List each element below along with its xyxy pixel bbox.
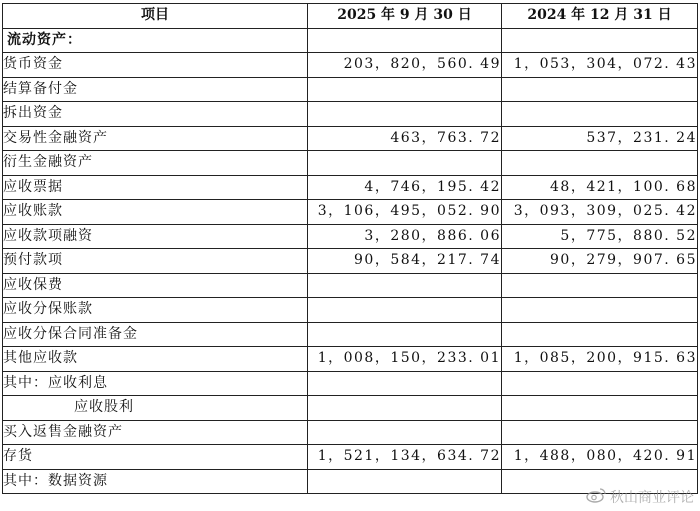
table-row [3, 469, 698, 494]
value-2025-09-30: 90，584，217. 74 [308, 249, 502, 274]
header-2025-09-30: 2025 年 9 月 30 日 [308, 4, 502, 29]
value-2025-09-30 [308, 469, 502, 494]
table-row [3, 298, 698, 323]
row-label: 应收股利 [3, 396, 308, 421]
table-row [3, 249, 698, 274]
row-label: 应收票据 [3, 175, 308, 200]
row-label: 流动资产： [3, 28, 308, 53]
table-row [3, 224, 698, 249]
value-2025-09-30: 203，820，560. 49 [308, 53, 502, 78]
row-label: 衍生金融资产 [3, 151, 308, 176]
row-label: 货币资金 [3, 53, 308, 78]
value-2025-09-30 [308, 396, 502, 421]
row-label: 应收账款 [3, 200, 308, 225]
table-row [3, 322, 698, 347]
row-label: 存货 [3, 445, 308, 470]
watermark-text: 秋山商业评论 [610, 490, 694, 506]
value-2025-09-30 [308, 151, 502, 176]
value-2025-09-30 [308, 28, 502, 53]
value-2024-12-31: 1，053，304，072. 43 [502, 53, 698, 78]
header-2024-12-31: 2024 年 12 月 31 日 [502, 4, 698, 29]
value-2025-09-30: 4，746，195. 42 [308, 175, 502, 200]
table-row [3, 53, 698, 78]
value-2024-12-31: 90，279，907. 65 [502, 249, 698, 274]
value-2025-09-30 [308, 371, 502, 396]
row-label: 其他应收款 [3, 347, 308, 372]
value-2024-12-31 [502, 420, 698, 445]
row-label: 其中：应收利息 [3, 371, 308, 396]
value-2025-09-30 [308, 102, 502, 127]
table-row [3, 420, 698, 445]
table-row [3, 347, 698, 372]
value-2025-09-30: 3，280，886. 06 [308, 224, 502, 249]
row-label: 应收分保合同准备金 [3, 322, 308, 347]
value-2025-09-30 [308, 273, 502, 298]
value-2024-12-31: 5，775，880. 52 [502, 224, 698, 249]
table-row [3, 371, 698, 396]
value-2024-12-31: 48，421，100. 68 [502, 175, 698, 200]
value-2025-09-30 [308, 77, 502, 102]
table-row [3, 126, 698, 151]
table-row [3, 102, 698, 127]
value-2024-12-31 [502, 102, 698, 127]
value-2024-12-31: 1，085，200，915. 63 [502, 347, 698, 372]
table-row [3, 273, 698, 298]
value-2024-12-31 [502, 273, 698, 298]
table-row [3, 200, 698, 225]
row-label: 应收分保账款 [3, 298, 308, 323]
balance-sheet-table [2, 3, 698, 494]
value-2024-12-31 [502, 151, 698, 176]
row-label: 应收保费 [3, 273, 308, 298]
row-label: 应收款项融资 [3, 224, 308, 249]
table-row [3, 396, 698, 421]
value-2025-09-30: 1，008，150，233. 01 [308, 347, 502, 372]
row-label: 交易性金融资产 [3, 126, 308, 151]
value-2025-09-30: 463，763. 72 [308, 126, 502, 151]
value-2024-12-31 [502, 28, 698, 53]
header-item: 项目 [3, 4, 308, 29]
row-label: 预付款项 [3, 249, 308, 274]
row-label: 买入返售金融资产 [3, 420, 308, 445]
row-label: 拆出资金 [3, 102, 308, 127]
value-2024-12-31 [502, 469, 698, 494]
row-label: 结算备付金 [3, 77, 308, 102]
value-2024-12-31: 1，488，080，420. 91 [502, 445, 698, 470]
table-row [3, 175, 698, 200]
value-2025-09-30: 3，106，495，052. 90 [308, 200, 502, 225]
value-2024-12-31 [502, 396, 698, 421]
value-2025-09-30: 1，521，134，634. 72 [308, 445, 502, 470]
value-2024-12-31: 3，093，309，025. 42 [502, 200, 698, 225]
table-row [3, 77, 698, 102]
value-2025-09-30 [308, 420, 502, 445]
value-2024-12-31 [502, 77, 698, 102]
value-2025-09-30 [308, 298, 502, 323]
table-body [3, 28, 698, 494]
table-header-row [3, 4, 698, 29]
value-2024-12-31 [502, 371, 698, 396]
value-2025-09-30 [308, 322, 502, 347]
value-2024-12-31 [502, 322, 698, 347]
table-row [3, 151, 698, 176]
section-row [3, 28, 698, 53]
value-2024-12-31: 537，231. 24 [502, 126, 698, 151]
table-row [3, 445, 698, 470]
value-2024-12-31 [502, 298, 698, 323]
row-label: 其中：数据资源 [3, 469, 308, 494]
